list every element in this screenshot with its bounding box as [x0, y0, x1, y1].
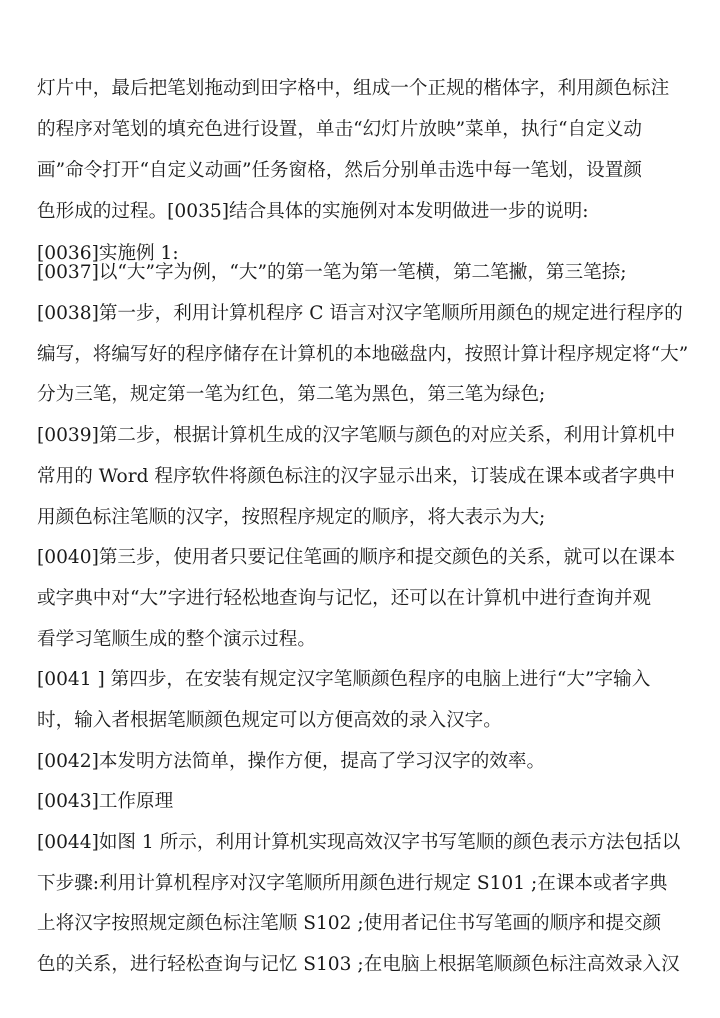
- text-line: 灯片中，最后把笔划拖动到田字格中，组成一个正规的楷体字，利用颜色标注: [37, 78, 670, 99]
- text-line: 看学习笔顺生成的整个演示过程。: [37, 629, 316, 650]
- text-line: [0043]工作原理: [37, 791, 174, 812]
- text-line: 下步骤:利用计算机程序对汉字笔顺所用颜色进行规定 S101 ;在课本或者字典: [37, 873, 668, 894]
- text-line: 色的关系，进行轻松查询与记忆 S103 ;在电脑上根据笔顺颜色标注高效录入汉: [37, 954, 680, 975]
- text-line: [0040]第三步，使用者只要记住笔画的顺序和提交颜色的关系，就可以在课本: [37, 547, 676, 568]
- text-line: 分为三笔，规定第一笔为红色，第二笔为黑色，第三笔为绿色;: [37, 384, 546, 405]
- text-line: [0042]本发明方法简单，操作方便，提高了学习汉字的效率。: [37, 751, 546, 772]
- text-line: [0041 ] 第四步，在安装有规定汉字笔顺颜色程序的电脑上进行“大”字输入: [37, 669, 651, 690]
- text-line: [0037]以“大”字为例，“大”的第一笔为第一笔横，第二笔撇，第三笔捺;: [37, 262, 627, 283]
- text-line: 编写，将编写好的程序储存在计算机的本地磁盘内，按照计算计程序规定将“大”: [37, 344, 689, 365]
- text-line: 时，输入者根据笔顺颜色规定可以方便高效的录入汉字。: [37, 710, 502, 731]
- text-line: [0038]第一步，利用计算机程序 C 语言对汉字笔顺所用颜色的规定进行程序的: [37, 303, 683, 324]
- text-line: [0036]实施例 1:: [37, 243, 179, 264]
- text-line: 或字典中对“大”字进行轻松地查询与记忆，还可以在计算机中进行查询并观: [37, 588, 652, 609]
- text-line: 常用的 Word 程序软件将颜色标注的汉字显示出来，订装成在课本或者字典中: [37, 466, 676, 487]
- text-line: 画”命令打开“自定义动画”任务窗格，然后分别单击选中每一笔划，设置颜: [37, 160, 642, 181]
- text-line: 上将汉字按照规定颜色标注笔顺 S102 ;使用者记住书写笔画的顺序和提交颜: [37, 913, 662, 934]
- text-line: [0044]如图 1 所示，利用计算机实现高效汉字书写笔顺的颜色表示方法包括以: [37, 832, 681, 853]
- text-line: 的程序对笔划的填充色进行设置，单击“幻灯片放映”菜单，执行“自定义动: [37, 119, 642, 140]
- text-line: 色形成的过程。[0035]结合具体的实施例对本发明做进一步的说明:: [37, 201, 589, 222]
- text-line: 用颜色标注笔顺的汉字，按照程序规定的顺序，将大表示为大;: [37, 507, 546, 528]
- text-line: [0039]第二步，根据计算机生成的汉字笔顺与颜色的对应关系，利用计算机中: [37, 425, 676, 446]
